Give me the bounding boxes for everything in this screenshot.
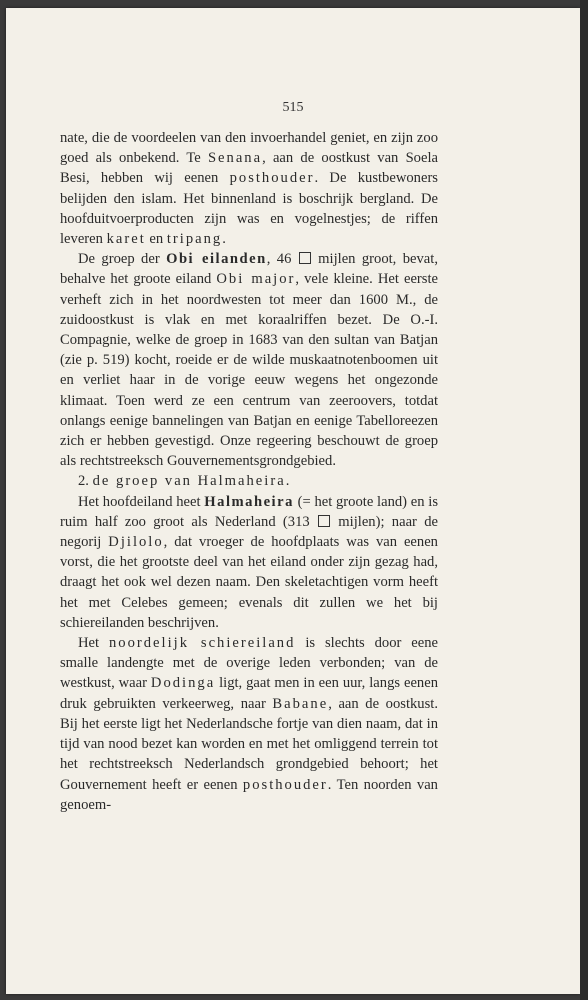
text-run: De groep der (78, 251, 167, 268)
text-run: en (145, 231, 167, 248)
text-run: Het (78, 635, 109, 652)
bold-term: Halmaheira (204, 493, 294, 510)
text-run: , 46 (266, 251, 298, 268)
text-run: . (222, 231, 226, 248)
text-run: , vele kleine. Het eerste verheft zich in het noordwesten tot meer dan 1600 M., de zuidoostkust is vlak en met koraalriffen bezet. De O.-I. Compagnie, welke de groep in 1683 van den sultan van Batjan (zie p. 519) kocht, roeide er de wilde muskaatnotenboomen uit en verliet haar in de vorige eeuw wegens het ongezonde klimaat. Toen werd ze een centrum van zeeroovers, totdat onlangs eenige bannelingen van Batjan en eenige Tabelloreezen zich er hebben gevestigd. Onze regeering beschouwt de groep als rechtstreeksch Gouvernementsgrondgebied. (60, 271, 438, 470)
paragraph (60, 128, 438, 249)
paragraph (60, 492, 438, 633)
text-run: mijlen); naar de negorij (60, 513, 438, 551)
text-run: mijlen groot, bevat, behalve het groote eiland (60, 251, 438, 288)
square-mile-symbol (299, 252, 311, 264)
text-run: , dat vroeger de hoofdplaats was van eenen vorst, die het grootste deel van het eiland onder zijn gezag had, draagt het ook wel dezen naam. Den skeletachtigen vorm heeft het met Celebes gemeen; evenals dit zullen we het bij schiereilanden beschrijven. (60, 534, 438, 631)
text-run: Het hoofdeiland heet (78, 493, 205, 510)
book-page (6, 8, 580, 994)
spaced-term: Dodinga (150, 675, 216, 692)
spaced-term: de groep van Halmaheira (92, 473, 286, 490)
text-run: (= het groote land) en is ruim half zoo groot als Nederland (313 (60, 493, 438, 530)
spaced-term: tripang (166, 231, 223, 248)
text-run: ligt, gaat men in een uur, langs eenen druk gebruikten verkeerweg, naar (60, 675, 438, 712)
text-run: , aan de oostkust van Soela Besi, hebben wij eenen (60, 150, 438, 187)
body-text (60, 128, 438, 815)
spaced-term: posthouder (242, 776, 328, 793)
text-run: . (285, 473, 290, 490)
text-run: is slechts door eene smalle landengte met de overige leden verbonden; van de westkust, waar (60, 635, 438, 692)
spaced-term: noordelijk schiereiland (109, 635, 296, 652)
spaced-term: posthouder (229, 170, 315, 187)
spaced-term: karet (106, 231, 146, 248)
text-run: , aan de oostkust. Bij het eerste ligt het Nederlandsche fortje van dien naam, dat in tijd van nood bezet kan worden en met het omliggend terrein tot het rechtstreeksch Nederlandsch grondgebied behoort; het Gouvernement heeft er eenen (60, 695, 438, 793)
paragraph (60, 633, 438, 815)
spaced-term: Djilolo (108, 534, 164, 551)
text-run: nate, die de voordeelen van den invoerhandel geniet, en zijn zoo goed als onbekend. Te (60, 130, 438, 167)
spaced-term: Senana (207, 150, 263, 167)
paragraph (60, 249, 438, 471)
square-mile-symbol (318, 515, 330, 527)
text-run: . Ten noorden van genoem- (60, 776, 438, 813)
spaced-term: Obi major (216, 271, 296, 288)
text-run: . De kustbewoners belijden den islam. Het binnenland is boschrijk bergland. De hoofduitvoerproducten zijn was en vogelnestjes; de riffen leveren (60, 170, 438, 248)
paragraph (60, 471, 438, 491)
spaced-term: Babane (272, 695, 329, 712)
text-run: 2. (78, 473, 93, 490)
bold-term: Obi eilanden (166, 251, 267, 268)
page-number: 515 (282, 100, 304, 115)
scan-edge (580, 0, 588, 1000)
